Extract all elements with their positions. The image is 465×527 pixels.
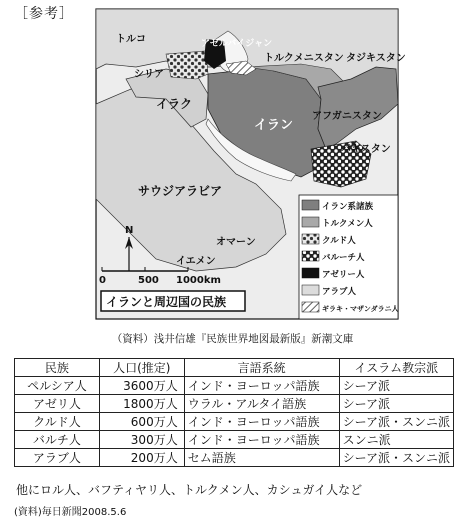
- legend-swatch-kurd: [302, 234, 319, 244]
- col-header: 民族: [15, 359, 100, 377]
- cell-population: 200万人: [99, 449, 184, 467]
- legend-label: トルクメン人: [322, 219, 373, 229]
- label-turkmenistan: トルクメニスタン: [264, 53, 344, 64]
- ethnic-table: [14, 358, 454, 467]
- scale-0: 0: [99, 275, 106, 286]
- legend-label: アゼリー人: [322, 270, 365, 280]
- scale-500: 500: [138, 275, 159, 286]
- legend-swatch-arab: [302, 285, 319, 295]
- label-yemen: イエメン: [176, 256, 216, 267]
- table-note: 他にロル人、バフティヤリ人、トルクメン人、カシュガイ人など: [16, 483, 363, 497]
- legend-swatch-gilaki: [302, 302, 319, 312]
- cell-ethnic: アラブ人: [15, 449, 100, 467]
- table-row: [15, 449, 454, 467]
- legend-label: クルド人: [322, 236, 356, 246]
- cell-language: ウラル・アルタイ語族: [184, 395, 339, 413]
- cell-population: 1800万人: [99, 395, 184, 413]
- legend-label: ギラキ・マザンダラニ人: [322, 305, 399, 313]
- label-tajikistan: タジキスタン: [346, 53, 406, 64]
- legend-swatch-turkmen: [302, 217, 319, 227]
- legend-label: アラブ人: [322, 287, 357, 297]
- label-pakistan: パキスタン: [341, 144, 391, 155]
- cell-sect: スンニ派: [339, 431, 453, 449]
- cell-ethnic: クルド人: [15, 413, 100, 431]
- col-header: 言語系統: [184, 359, 339, 377]
- map-title: イランと周辺国の民族: [106, 295, 227, 309]
- table-source: (資料)毎日新聞2008.5.6: [14, 507, 127, 518]
- label-saudi: サウジアラビア: [138, 184, 223, 198]
- table-row: [15, 431, 454, 449]
- cell-sect: シーア派: [339, 377, 453, 395]
- cell-population: 300万人: [99, 431, 184, 449]
- legend: [299, 195, 399, 319]
- cell-language: インド・ヨーロッパ語族: [184, 377, 339, 395]
- map-source: （資料）浅井信雄『民族世界地図最新版』新潮文庫: [111, 333, 354, 345]
- legend-swatch-azeri: [302, 268, 319, 278]
- legend-swatch-iranian: [302, 200, 319, 210]
- table-row: [15, 395, 454, 413]
- cell-language: セム語族: [184, 449, 339, 467]
- ethnic-map: [96, 9, 406, 319]
- cell-sect: シーア派・スンニ派: [339, 413, 453, 431]
- col-header: 人口(推定): [99, 359, 184, 377]
- label-iran: イラン: [254, 118, 294, 133]
- label-azerbaijan: アゼルバイジャン: [201, 39, 273, 49]
- cell-ethnic: アゼリ人: [15, 395, 100, 413]
- legend-label: バルーチ人: [322, 253, 365, 263]
- cell-sect: シーア派: [339, 395, 453, 413]
- table-row: [15, 377, 454, 395]
- table-header-row: [15, 359, 454, 377]
- cell-ethnic: ペルシア人: [15, 377, 100, 395]
- col-header: イスラム教宗派: [339, 359, 453, 377]
- cell-population: 3600万人: [99, 377, 184, 395]
- cell-sect: シーア派・スンニ派: [339, 449, 453, 467]
- scale-1000: 1000km: [176, 275, 221, 286]
- cell-language: インド・ヨーロッパ語族: [184, 413, 339, 431]
- north-label: N: [125, 225, 134, 236]
- label-oman: オマーン: [216, 237, 256, 248]
- reference-tag: ［参考］: [14, 6, 74, 22]
- legend-label: イラン系諸族: [322, 202, 374, 212]
- legend-swatch-baluch: [302, 251, 319, 261]
- label-turkey: トルコ: [116, 34, 146, 45]
- table-row: [15, 413, 454, 431]
- cell-population: 600万人: [99, 413, 184, 431]
- cell-language: インド・ヨーロッパ語族: [184, 431, 339, 449]
- cell-ethnic: バルチ人: [15, 431, 100, 449]
- kurd-region: [166, 51, 208, 79]
- label-syria: シリア: [134, 69, 164, 80]
- label-afghanistan: アフガニスタン: [312, 111, 382, 122]
- label-iraq: イラク: [156, 97, 193, 111]
